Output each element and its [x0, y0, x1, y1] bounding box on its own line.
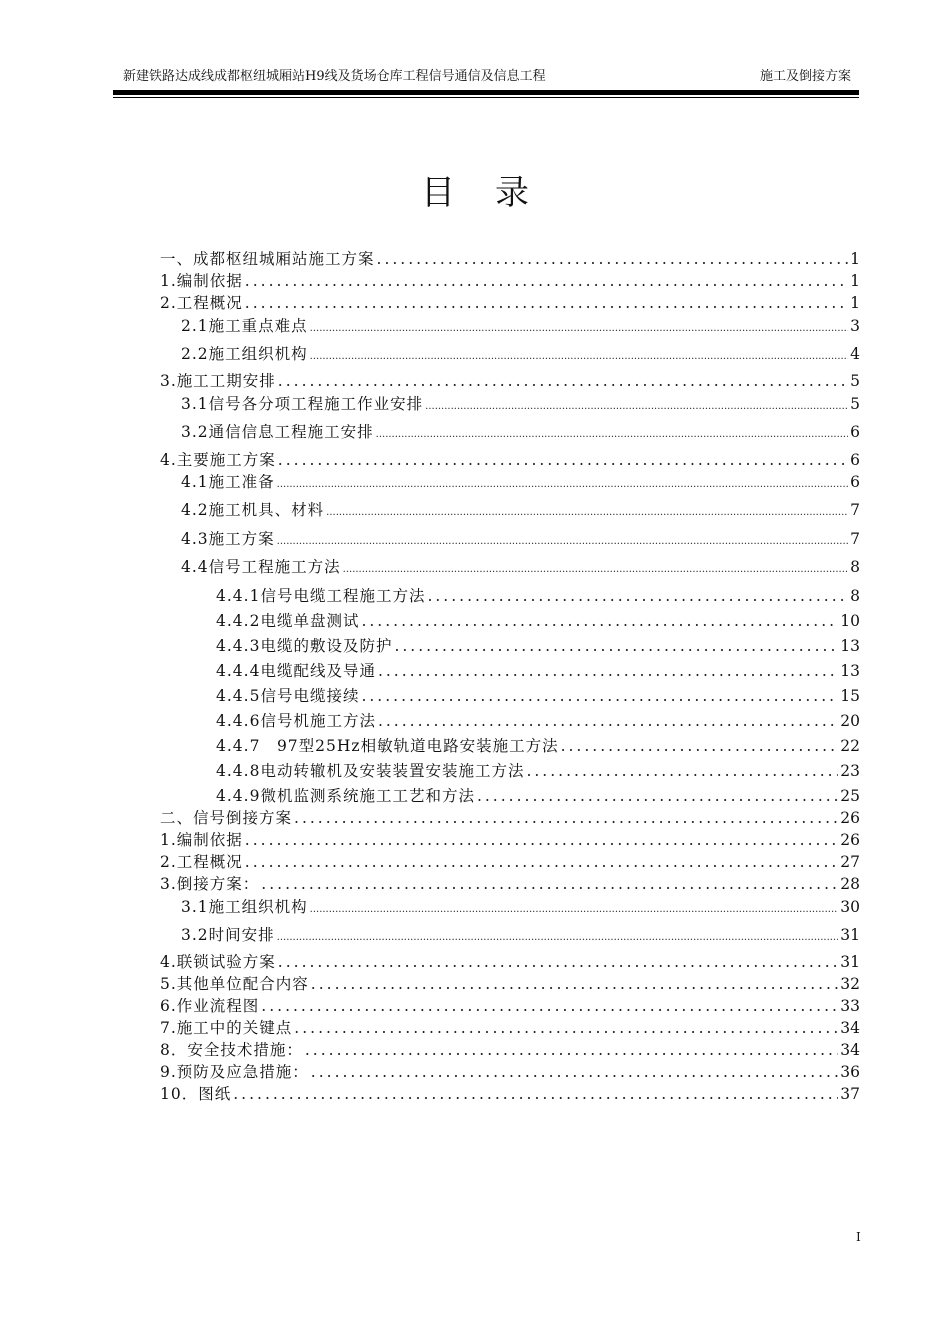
page-header [113, 66, 859, 88]
toc-leader [261, 996, 838, 1016]
toc-entry[interactable] [160, 974, 860, 994]
toc-entry-page: 8 [850, 558, 860, 576]
toc-leader [311, 974, 838, 994]
toc-leader [343, 560, 848, 580]
page-number: I [856, 1230, 861, 1244]
toc-leader [310, 347, 848, 367]
toc-entry[interactable] [160, 293, 860, 313]
toc-leader [261, 874, 838, 894]
toc-entry-page: 30 [840, 898, 860, 916]
toc-entry-page: 23 [840, 762, 860, 780]
toc-leader [425, 397, 848, 417]
toc-entry[interactable] [160, 874, 860, 894]
toc-entry-page: 36 [840, 1063, 860, 1081]
toc-entry-page: 33 [840, 997, 860, 1015]
toc-entry[interactable] [160, 1040, 860, 1060]
toc-entry-label: 4.4.1信号电缆工程施工方法 [216, 587, 426, 605]
toc-entry-label: 4.4.3电缆的敷设及防护 [216, 637, 393, 655]
toc-entry-label: 4.4.6信号机施工方法 [216, 712, 376, 730]
toc-entry[interactable] [160, 852, 860, 872]
toc-entry-label: 4.1施工准备 [181, 473, 275, 491]
toc-entry-label: 1.编制依据 [160, 272, 243, 290]
toc-leader [305, 1040, 838, 1060]
toc-entry-page: 6 [850, 451, 860, 469]
toc-entry-label: 2.2施工组织机构 [181, 345, 308, 363]
toc-entry[interactable] [181, 897, 860, 920]
toc-entry[interactable] [216, 736, 860, 756]
toc-entry-page: 6 [850, 423, 860, 441]
toc-entry-page: 28 [840, 875, 860, 893]
toc-leader [245, 852, 838, 872]
toc-leader [245, 830, 838, 850]
toc-entry[interactable] [216, 611, 860, 631]
toc-entry[interactable] [181, 472, 860, 495]
toc-entry-label: 4.4.7 97型25Hz相敏轨道电路安装施工方法 [216, 737, 559, 755]
toc-entry-label: 二、信号倒接方案 [160, 809, 293, 827]
toc-entry-page: 20 [840, 712, 860, 730]
toc-entry-label: 4.4.4电缆配线及导通 [216, 662, 376, 680]
toc-entry-page: 6 [850, 473, 860, 491]
header-doc-type: 施工及倒接方案 [759, 69, 851, 84]
toc-leader [278, 450, 848, 470]
toc-entry-label: 5.其他单位配合内容 [160, 975, 309, 993]
toc-entry-label: 3.2通信信息工程施工安排 [181, 423, 374, 441]
toc-leader [394, 636, 838, 656]
toc-leader [278, 952, 838, 972]
toc-entry-label: 4.3施工方案 [181, 530, 275, 548]
toc-entry-page: 1 [850, 294, 860, 312]
toc-entry-label: 10．图纸 [160, 1085, 232, 1103]
toc-entry[interactable] [160, 808, 860, 828]
toc-entry[interactable] [160, 450, 860, 470]
toc-entry[interactable] [216, 711, 860, 731]
toc-entry-label: 4.联锁试验方案 [160, 953, 276, 971]
toc-entry[interactable] [160, 1018, 860, 1038]
toc-leader [377, 249, 849, 269]
toc-entry-label: 3.倒接方案： [160, 875, 260, 893]
toc-leader [311, 1062, 838, 1082]
toc-entry-page: 1 [850, 272, 860, 290]
toc-entry[interactable] [160, 996, 860, 1016]
toc-entry-page: 7 [850, 530, 860, 548]
toc-leader [277, 928, 839, 948]
toc-leader [310, 900, 839, 920]
toc-leader [427, 586, 848, 606]
toc-entry-page: 5 [850, 372, 860, 390]
toc-entry[interactable] [181, 316, 860, 339]
toc-title: 目录 [421, 173, 569, 213]
toc-entry[interactable] [160, 249, 860, 269]
toc-entry[interactable] [160, 1062, 860, 1082]
header-rule-thin [113, 97, 859, 98]
toc-entry-label: 8．安全技术措施： [160, 1041, 303, 1059]
toc-entry[interactable] [216, 786, 860, 806]
toc-entry-page: 31 [840, 953, 860, 971]
header-rule-thick [113, 90, 859, 95]
toc-entry-page: 26 [840, 809, 860, 827]
toc-entry[interactable] [160, 830, 860, 850]
toc-entry[interactable] [181, 529, 860, 552]
toc-entry-page: 3 [850, 317, 860, 335]
toc-leader [294, 1018, 838, 1038]
toc-entry[interactable] [160, 371, 860, 391]
toc-leader [278, 371, 848, 391]
toc-entry-page: 22 [840, 737, 860, 755]
toc-entry-label: 1.编制依据 [160, 831, 243, 849]
toc-entry-label: 4.4.8电动转辙机及安装装置安装施工方法 [216, 762, 525, 780]
toc-entry[interactable] [181, 344, 860, 367]
toc-entry-label: 4.主要施工方案 [160, 451, 276, 469]
toc-entry-page: 13 [840, 662, 860, 680]
toc-leader [277, 475, 848, 495]
toc-entry-page: 8 [850, 587, 860, 605]
toc-leader [477, 786, 838, 806]
toc-entry[interactable] [181, 557, 860, 580]
toc-entry-label: 4.4.2电缆单盘测试 [216, 612, 360, 630]
toc-entry-label: 3.2时间安排 [181, 926, 275, 944]
toc-entry-label: 一、成都枢纽城厢站施工方案 [160, 250, 375, 268]
toc-entry[interactable] [160, 1084, 860, 1104]
toc-entry-page: 1 [850, 250, 860, 268]
toc-entry[interactable] [216, 661, 860, 681]
toc-entry-page: 37 [840, 1085, 860, 1103]
toc-entry-page: 31 [840, 926, 860, 944]
toc-entry-label: 7.施工中的关键点 [160, 1019, 293, 1037]
toc-leader [233, 1084, 838, 1104]
toc-entry-page: 25 [840, 787, 860, 805]
toc-entry[interactable] [181, 925, 860, 948]
toc-entry-page: 13 [840, 637, 860, 655]
toc-entry[interactable] [216, 636, 860, 656]
toc-leader [378, 661, 838, 681]
toc-entry-label: 4.4.9微机监测系统施工工艺和方法 [216, 787, 475, 805]
toc-entry-label: 9.预防及应急措施： [160, 1063, 309, 1081]
toc-leader [245, 293, 848, 313]
toc-leader [310, 319, 848, 339]
toc-leader [376, 425, 848, 445]
toc-entry[interactable] [181, 394, 860, 417]
toc-entry-label: 2.工程概况 [160, 853, 243, 871]
toc-entry-page: 4 [850, 345, 860, 363]
toc-entry-label: 3.1信号各分项工程施工作业安排 [181, 395, 424, 413]
header-project-title: 新建铁路达成线成都枢纽城厢站H9线及货场仓库工程信号通信及信息工程 [123, 69, 546, 84]
toc-entry-page: 7 [850, 501, 860, 519]
toc-entry[interactable] [181, 500, 860, 523]
toc-entry-label: 4.4.5信号电缆接续 [216, 687, 360, 705]
toc-entry[interactable] [216, 586, 860, 606]
toc-leader [561, 736, 839, 756]
toc-entry-page: 5 [850, 395, 860, 413]
toc-entry-page: 26 [840, 831, 860, 849]
toc-entry-page: 32 [840, 975, 860, 993]
toc-entry-label: 4.2施工机具、材料 [181, 501, 325, 519]
toc-entry-label: 3.1施工组织机构 [181, 898, 308, 916]
toc-leader [294, 808, 838, 828]
toc-entry[interactable] [160, 952, 860, 972]
toc-entry-page: 10 [840, 612, 860, 630]
toc-entry[interactable] [216, 686, 860, 706]
toc-leader [277, 532, 848, 552]
toc-entry[interactable] [216, 761, 860, 781]
toc-entry-label: 2.1施工重点难点 [181, 317, 308, 335]
toc-entry-page: 27 [840, 853, 860, 871]
toc-entry-label: 3.施工工期安排 [160, 372, 276, 390]
toc-entry-page: 34 [840, 1019, 860, 1037]
toc-entry-label: 6.作业流程图 [160, 997, 260, 1015]
toc-leader [361, 686, 838, 706]
toc-entry-label: 4.4信号工程施工方法 [181, 558, 341, 576]
toc-entry-page: 34 [840, 1041, 860, 1059]
toc-entry-label: 2.工程概况 [160, 294, 243, 312]
toc-entry[interactable] [160, 271, 860, 291]
toc-leader [361, 611, 838, 631]
toc-leader [245, 271, 848, 291]
toc-entry[interactable] [181, 422, 860, 445]
toc-leader [326, 503, 848, 523]
toc-leader [378, 711, 838, 731]
toc-leader [526, 761, 838, 781]
toc-entry-page: 15 [840, 687, 860, 705]
